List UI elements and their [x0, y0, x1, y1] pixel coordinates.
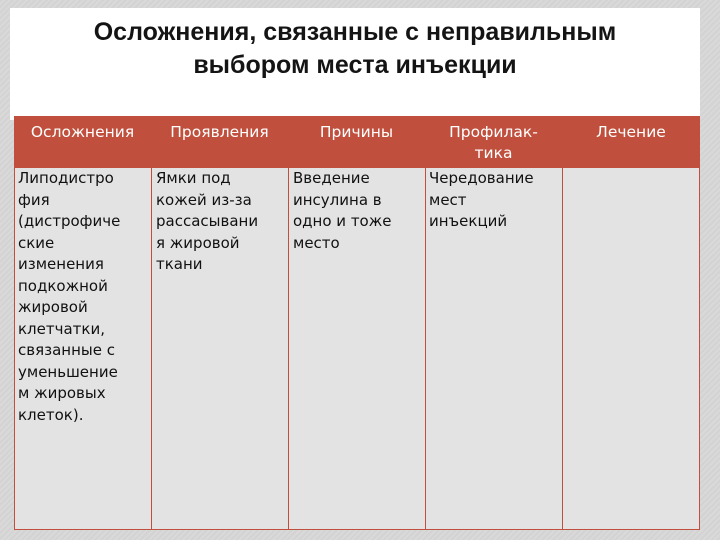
cell-complication: Липодистро фия (дистрофиче ские изменения подкожной жировой клетчатки, связанные с уменьшение м жировых клеток).	[18, 169, 121, 424]
table-border-left	[14, 168, 15, 530]
table-border-bottom	[14, 529, 700, 530]
slide-title	[10, 16, 700, 82]
header-complications: Осложнения	[30, 123, 135, 141]
column-divider	[562, 168, 563, 530]
title-line-1: Осложнения, связанные с неправильным	[93, 18, 617, 46]
cell-prevention: Чередование мест инъекций	[429, 169, 534, 230]
column-divider	[288, 168, 289, 530]
column-divider	[425, 168, 426, 530]
column-divider	[151, 168, 152, 530]
header-prevention: Профилак- тика	[449, 123, 538, 162]
header-manifestations: Проявления	[170, 123, 269, 141]
table-border-right	[699, 168, 700, 530]
header-treatment: Лечение	[596, 123, 666, 141]
cell-cause: Введение инсулина в одно и тоже место	[293, 169, 392, 252]
cell-manifestation: Ямки под кожей из-за рассасывани я жировой ткани	[156, 169, 259, 273]
complications-table	[14, 116, 700, 530]
header-causes: Причины	[319, 123, 394, 141]
title-line-2: выбором места инъекции	[193, 51, 517, 79]
